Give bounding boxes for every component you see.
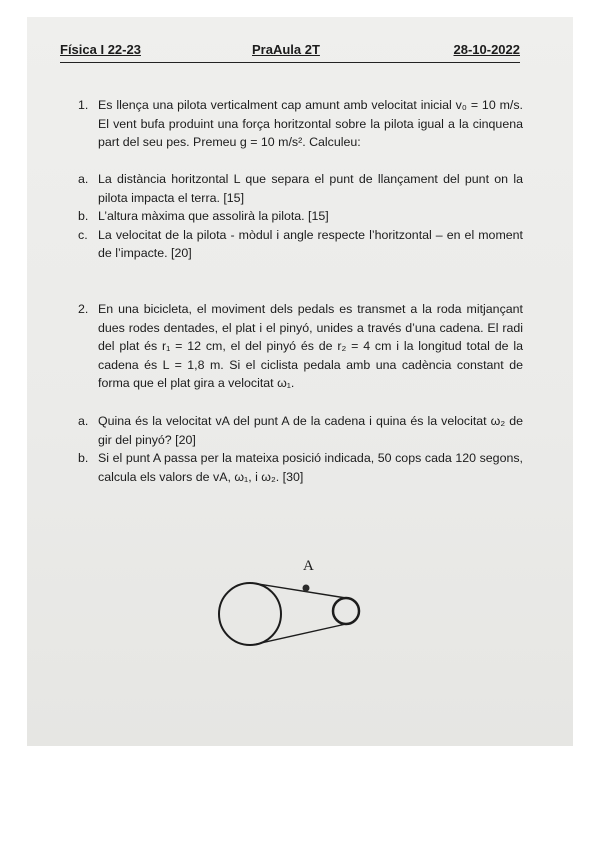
- chainring-circle: [219, 583, 281, 645]
- item-text: Si el punt A passa per la mateixa posició indicada, 50 cops cada 120 segons, calcula els valors de vA, ω₁, i ω₂. [30]: [98, 451, 523, 484]
- course-label: Física I 22-23: [60, 42, 141, 57]
- chain-upper: [252, 583, 346, 598]
- item-text: La velocitat de la pilota - mòdul i angle respecte l’horitzontal – en el moment de l’impacte. [20]: [98, 227, 523, 260]
- sprocket-circle: [333, 598, 359, 624]
- question-item: [78, 226, 523, 263]
- problem-1-items: [78, 170, 523, 263]
- problem-number: 2.: [78, 302, 89, 316]
- item-label: b.: [78, 209, 89, 223]
- item-text: L’altura màxima que assolirà la pilota. [15]: [98, 209, 329, 223]
- item-label: b.: [78, 451, 89, 465]
- point-a-marker: [303, 585, 310, 592]
- item-text: La distància horitzontal L que separa el punt de llançament del punt on la pilota impacta el terra. [15]: [98, 172, 523, 205]
- question-item: [78, 207, 523, 226]
- item-label: c.: [78, 227, 88, 242]
- question-item: [78, 412, 523, 449]
- point-a-label: A: [303, 558, 314, 574]
- chain-drive-diagram: [200, 548, 400, 668]
- question-item: [78, 449, 523, 486]
- exam-date: 28-10-2022: [453, 42, 520, 57]
- item-label: a.: [78, 414, 89, 428]
- item-text: Quina és la velocitat vA del punt A de la cadena i quina és la velocitat ω₂ de gir del pinyó? [20]: [98, 414, 523, 447]
- item-label: a.: [78, 172, 89, 186]
- chain-lower: [252, 624, 346, 645]
- problem-number: 1.: [78, 98, 89, 112]
- exam-title: PraAula 2T: [252, 42, 320, 57]
- problem-1: [78, 96, 523, 152]
- problem-statement: En una bicicleta, el moviment dels pedals es transmet a la roda mitjançant dues rodes dentades, el plat i el pinyó, unides a través d’una cadena. El radi del plat és r₁ = 12 cm, el del pinyó és de r₂ = 4 cm i la longitud total de la cadena és L = 1,8 m. Si el ciclista pedala amb una cadència constant de forma que el plat gira a velocitat ω₁.: [98, 302, 523, 390]
- problem-2: [78, 300, 523, 393]
- problem-2-items: [78, 412, 523, 486]
- question-item: [78, 170, 523, 207]
- problem-statement: Es llença una pilota verticalment cap amunt amb velocitat inicial v₀ = 10 m/s. El vent bufa produint una força horitzontal sobre la pilota igual a la cinquena part del seu pes. Premeu g = 10 m/s². Calculeu:: [98, 98, 523, 149]
- exam-header: [60, 40, 520, 63]
